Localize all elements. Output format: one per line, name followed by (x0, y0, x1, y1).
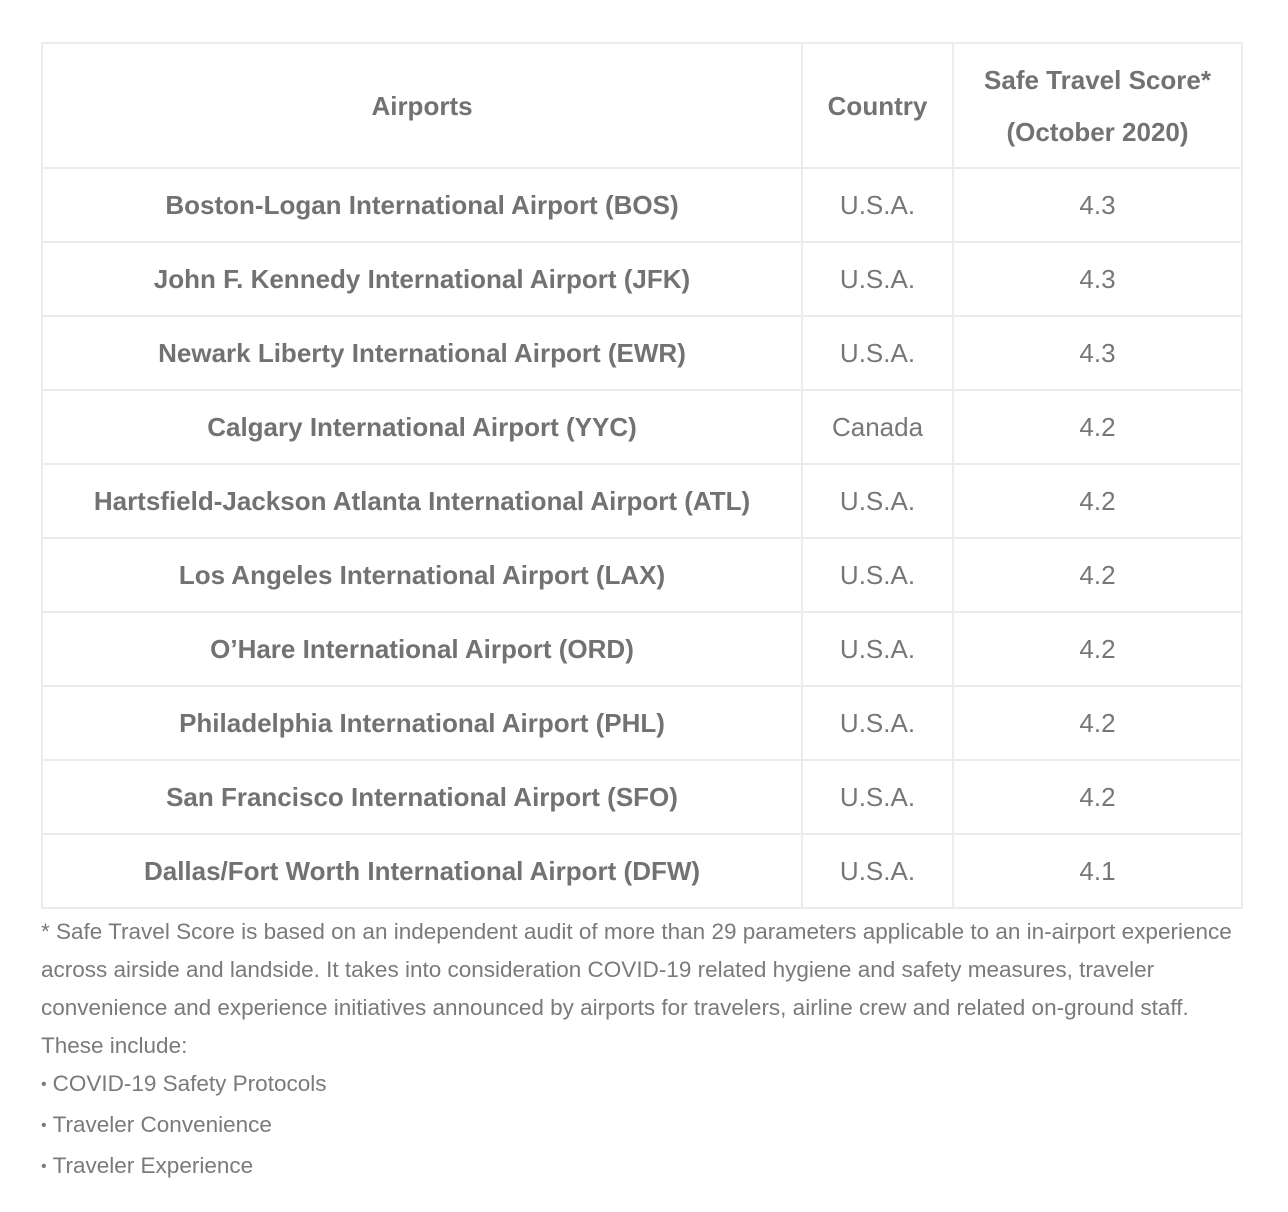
score-cell: 4.2 (953, 538, 1242, 612)
table-row (42, 390, 1242, 464)
header-airports: Airports (42, 43, 802, 168)
header-score-line2: (October 2020) (1006, 116, 1189, 147)
airport-cell: Newark Liberty International Airport (EWR) (42, 316, 802, 390)
airport-cell: Calgary International Airport (YYC) (42, 390, 802, 464)
list-item: • COVID-19 Safety Protocols (41, 1065, 1241, 1106)
table-row (42, 612, 1242, 686)
score-cell: 4.2 (953, 464, 1242, 538)
country-cell: Canada (802, 390, 953, 464)
table-row (42, 464, 1242, 538)
airport-cell: Philadelphia International Airport (PHL) (42, 686, 802, 760)
table-row (42, 538, 1242, 612)
safe-travel-score-table (41, 42, 1243, 909)
country-cell: U.S.A. (802, 538, 953, 612)
list-item: • Traveler Experience (41, 1147, 1241, 1188)
footnote-list (41, 1065, 1241, 1188)
airport-cell: O’Hare International Airport (ORD) (42, 612, 802, 686)
table-row (42, 834, 1242, 908)
score-cell: 4.3 (953, 316, 1242, 390)
score-cell: 4.2 (953, 686, 1242, 760)
table-header-row (42, 43, 1242, 168)
table-row (42, 316, 1242, 390)
airport-cell: Los Angeles International Airport (LAX) (42, 538, 802, 612)
score-cell: 4.1 (953, 834, 1242, 908)
country-cell: U.S.A. (802, 834, 953, 908)
table-row (42, 760, 1242, 834)
score-cell: 4.2 (953, 612, 1242, 686)
country-cell: U.S.A. (802, 686, 953, 760)
score-cell: 4.3 (953, 168, 1242, 242)
score-cell: 4.2 (953, 390, 1242, 464)
table-row (42, 242, 1242, 316)
footnote-text: * Safe Travel Score is based on an independent audit of more than 29 parameters applicable to an in-airport experience across airside and landside. It takes into consideration COVID-19 related hygiene and safety measures, traveler convenience and experience initiatives announced by airports for travelers, airline crew and related on-ground staff. These include: (41, 919, 1232, 1058)
footnote (41, 913, 1241, 1188)
table-row (42, 686, 1242, 760)
airport-cell: Dallas/Fort Worth International Airport (DFW) (42, 834, 802, 908)
airport-cell: John F. Kennedy International Airport (JFK) (42, 242, 802, 316)
score-cell: 4.3 (953, 242, 1242, 316)
list-item: • Traveler Convenience (41, 1106, 1241, 1147)
content (41, 42, 1241, 1188)
score-cell: 4.2 (953, 760, 1242, 834)
country-cell: U.S.A. (802, 316, 953, 390)
header-score-line1: Safe Travel Score* (984, 64, 1211, 95)
table-row (42, 168, 1242, 242)
header-country: Country (802, 43, 953, 168)
airport-cell: Hartsfield-Jackson Atlanta International Airport (ATL) (42, 464, 802, 538)
country-cell: U.S.A. (802, 464, 953, 538)
country-cell: U.S.A. (802, 612, 953, 686)
country-cell: U.S.A. (802, 760, 953, 834)
airport-cell: Boston-Logan International Airport (BOS) (42, 168, 802, 242)
country-cell: U.S.A. (802, 242, 953, 316)
header-safe-travel-score (953, 43, 1242, 168)
airport-cell: San Francisco International Airport (SFO) (42, 760, 802, 834)
country-cell: U.S.A. (802, 168, 953, 242)
